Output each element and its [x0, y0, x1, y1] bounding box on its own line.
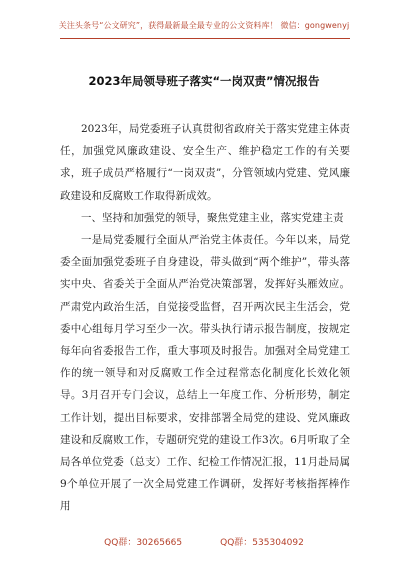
- footer-qq-group-1: QQ群：30265665: [104, 538, 183, 548]
- header-divider: [60, 38, 350, 39]
- footer-qq-group-2: QQ群：535304092: [220, 538, 304, 548]
- document-title: 2023年局领导班子落实“一岗双责”情况报告: [88, 74, 320, 88]
- footer: [0, 535, 408, 548]
- paragraph-intro: 2023年，局党委班子认真贯彻省政府关于落实党建主体责任，加强党风廉政建设、安全生产、维护稳定工作的有关要求，班子成员严格履行“一岗双责”，分管领域内党建、党风廉政建设和反腐败工作取得新成效。: [60, 123, 350, 202]
- document-body: [60, 118, 350, 518]
- paragraph-body: 一是局党委履行全面从严治党主体责任。今年以来，局党委全面加强党委班子自身建设，带头做到“两个维护”，带头落实中央、省委关于全面从严治党决策部署，发挥好头雁效应。严肃党内政治生活，自觉接受监督，召开两次民主生活会，党委中心组每月学习至少一次。带头执行请示报告制度，按规定每年向省委报告工作，重大事项及时报告。加强对全局党建工作的统一领导和对反腐败工作全过程常态化制度化长效化领导。3月召开专门会议，总结上一年度工作、分析形势，制定工作计划，提出目标要求，安排部署全局党的建设、党风廉政建设和反腐败工作，专题研究党的建设工作3次。6月听取了全局各单位党委（总支）工作、纪检工作情况汇报，11月赴局属9个单位开展了一次全局党建工作调研，发挥好考核指挥棒作用: [60, 234, 350, 513]
- section-heading: 一、坚持和加强党的领导，聚焦党建主业，落实党建主责: [81, 211, 344, 224]
- header-banner: 关注头条号“公文研究”，获得最新最全最专业的公文资料库！ 微信：gongwenyj: [58, 21, 350, 30]
